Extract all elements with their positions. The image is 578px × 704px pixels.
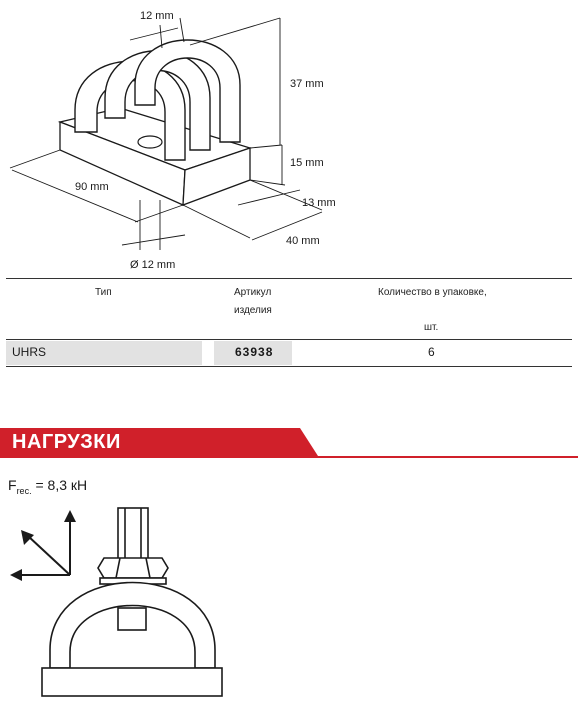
force-label <box>8 477 87 496</box>
header-unit: шт. <box>424 322 439 333</box>
header-type: Тип <box>95 287 112 298</box>
dim-foot: 13 mm <box>302 197 336 209</box>
row-quantity: 6 <box>428 345 435 359</box>
header-article-line1: Артикул <box>234 287 272 298</box>
table-header-rule <box>6 339 572 340</box>
dim-hole: Ø 12 mm <box>130 259 176 271</box>
table-top-rule <box>6 278 572 279</box>
base-hole <box>138 136 162 148</box>
force-symbol: F <box>8 477 17 493</box>
loads-title: НАГРУЗКИ <box>12 431 121 453</box>
row-type: UHRS <box>12 345 47 359</box>
header-article-line2: изделия <box>234 305 272 316</box>
dim-height: 37 mm <box>290 78 324 90</box>
dim-width-top: 12 mm <box>140 10 174 22</box>
dim-length: 90 mm <box>75 181 109 193</box>
force-arrows <box>10 510 76 581</box>
table-bottom-rule <box>6 366 572 367</box>
header-quantity: Количество в упаковке, <box>378 287 487 298</box>
force-value: = 8,3 кН <box>31 477 88 493</box>
dim-depth: 40 mm <box>286 235 320 247</box>
force-subscript: rec. <box>16 485 32 496</box>
dim-base-height: 15 mm <box>290 157 324 169</box>
row-article: 63938 <box>235 345 274 359</box>
